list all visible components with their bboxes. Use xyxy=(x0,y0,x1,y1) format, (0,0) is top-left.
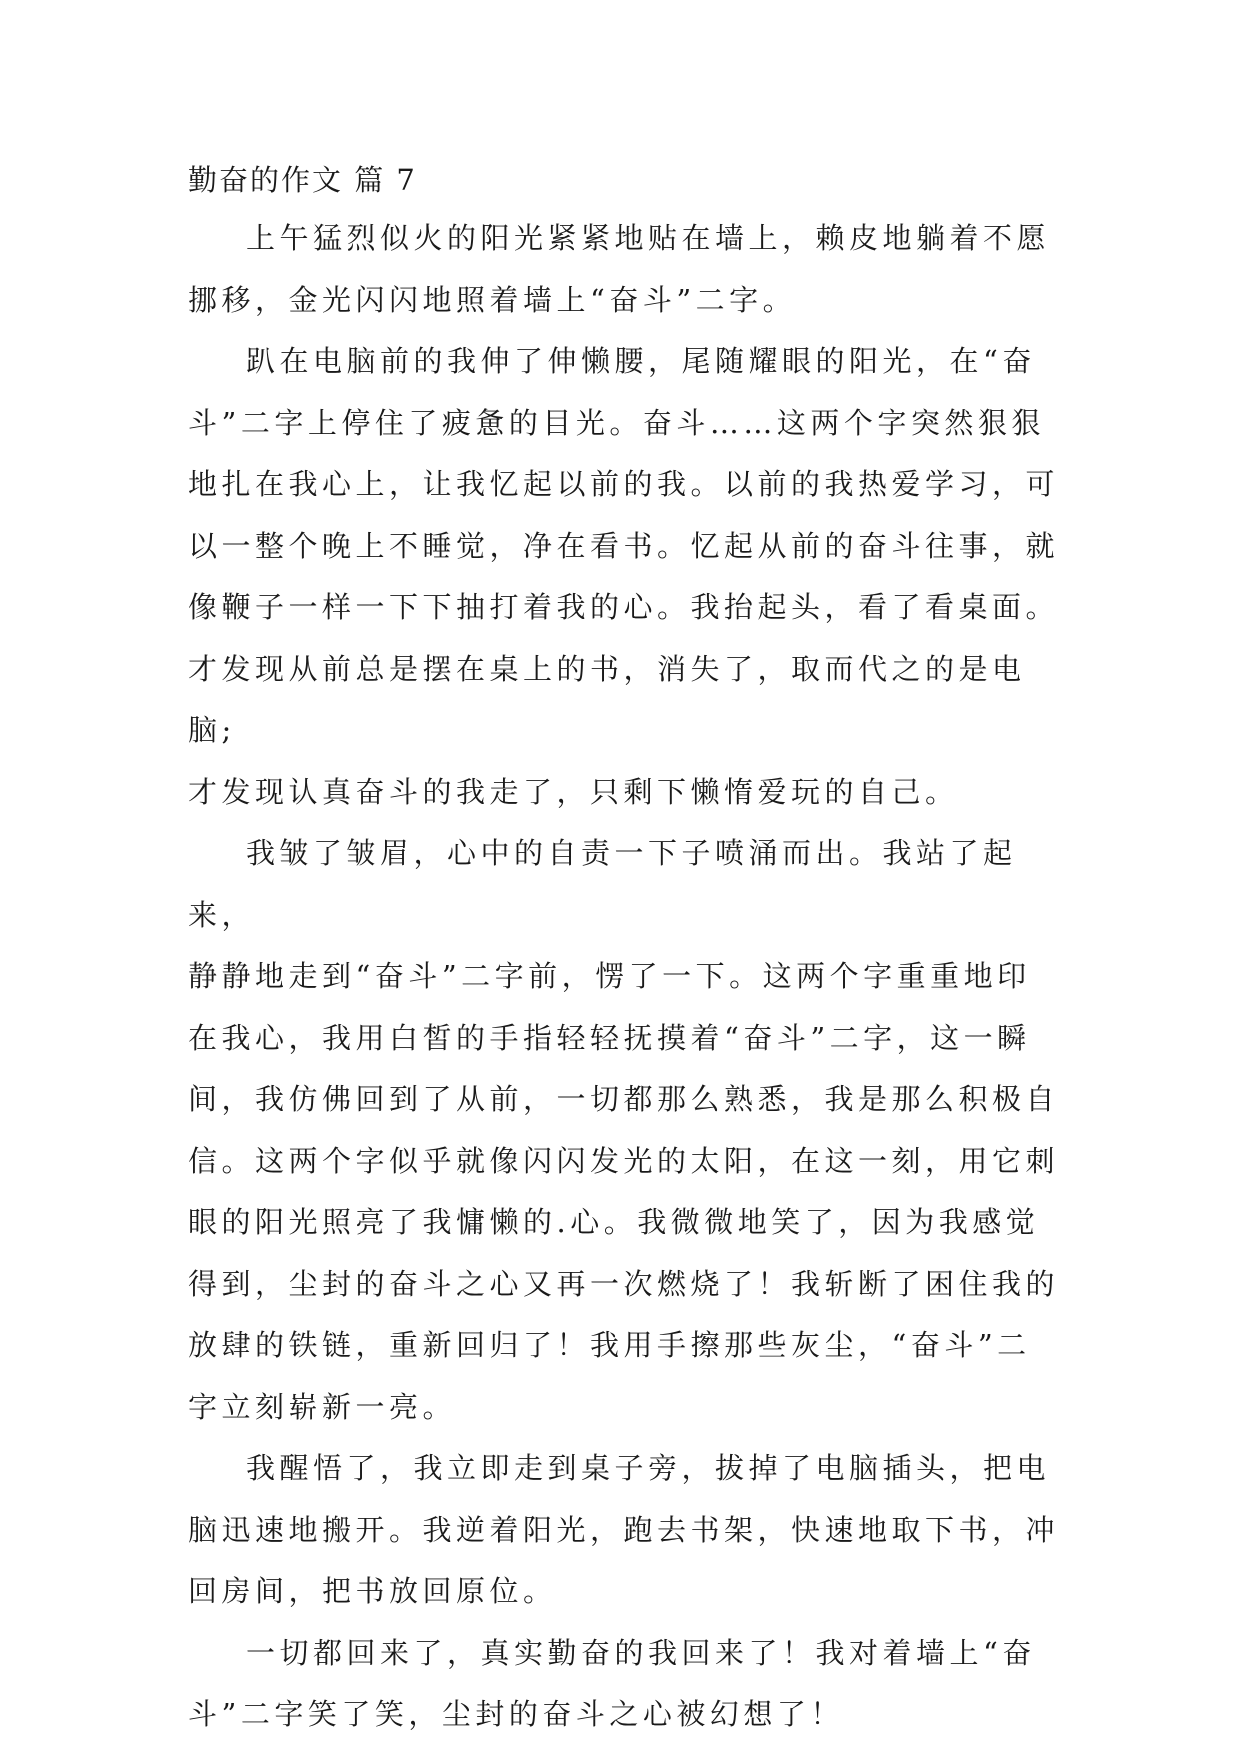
paragraph-5: 一切都回来了，真实勤奋的我回来了！我对着墙上“奋 斗”二字笑了笑，尘封的奋斗之心被幻想了！ xyxy=(188,1635,1036,1731)
paragraph-4: 我醒悟了，我立即走到桌子旁，拔掉了电脑插头，把电 脑迅速地搬开。我逆着阳光，跑去书架，快速地取下书，冲 回房间，把书放回原位。 xyxy=(188,1451,1060,1608)
document-body xyxy=(188,160,1068,1746)
paragraph-1: 上午猛烈似火的阳光紧紧地贴在墙上，赖皮地躺着不愿 挪移，金光闪闪地照着墙上“奋斗”二字。 xyxy=(188,221,1051,317)
paragraph-2: 趴在电脑前的我伸了伸懒腰，尾随耀眼的阳光，在“奋 斗”二字上停住了疲惫的目光。奋斗……这两个字突然狠狠 地扎在我心上，让我忆起以前的我。以前的我热爱学习，可 以一整个晚上不睡觉，净在看书。忆起从前的奋斗往事，就 像鞭子一样一下下抽打着我的心。我抬起头，看了看桌面。 才发现从前总是摆在桌上的书，消失了，取而代之的是电脑; 才发现认真奋斗的我走了，只剩下懒惰爱玩的自己。 xyxy=(188,344,1060,809)
paragraph-3: 我皱了皱眉，心中的自责一下子喷涌而出。我站了起来， 静静地走到“奋斗”二字前，愣了一下。这两个字重重地印 在我心，我用白皙的手指轻轻抚摸着“奋斗”二字，这一瞬 间，我仿佛回到了从前，一切都那么熟悉，我是那么积极自 信。这两个字似乎就像闪闪发光的太阳，在这一刻，用它刺 眼的阳光照亮了我慵懒的.心。我微微地笑了，因为我感觉 得到，尘封的奋斗之心又再一次燃烧了！我斩断了困住我的 放肆的铁链，重新回归了！我用手擦那些灰尘，“奋斗”二 字立刻崭新一亮。 xyxy=(188,836,1060,1424)
essay-title: 勤奋的作文 篇 7 xyxy=(188,163,417,197)
